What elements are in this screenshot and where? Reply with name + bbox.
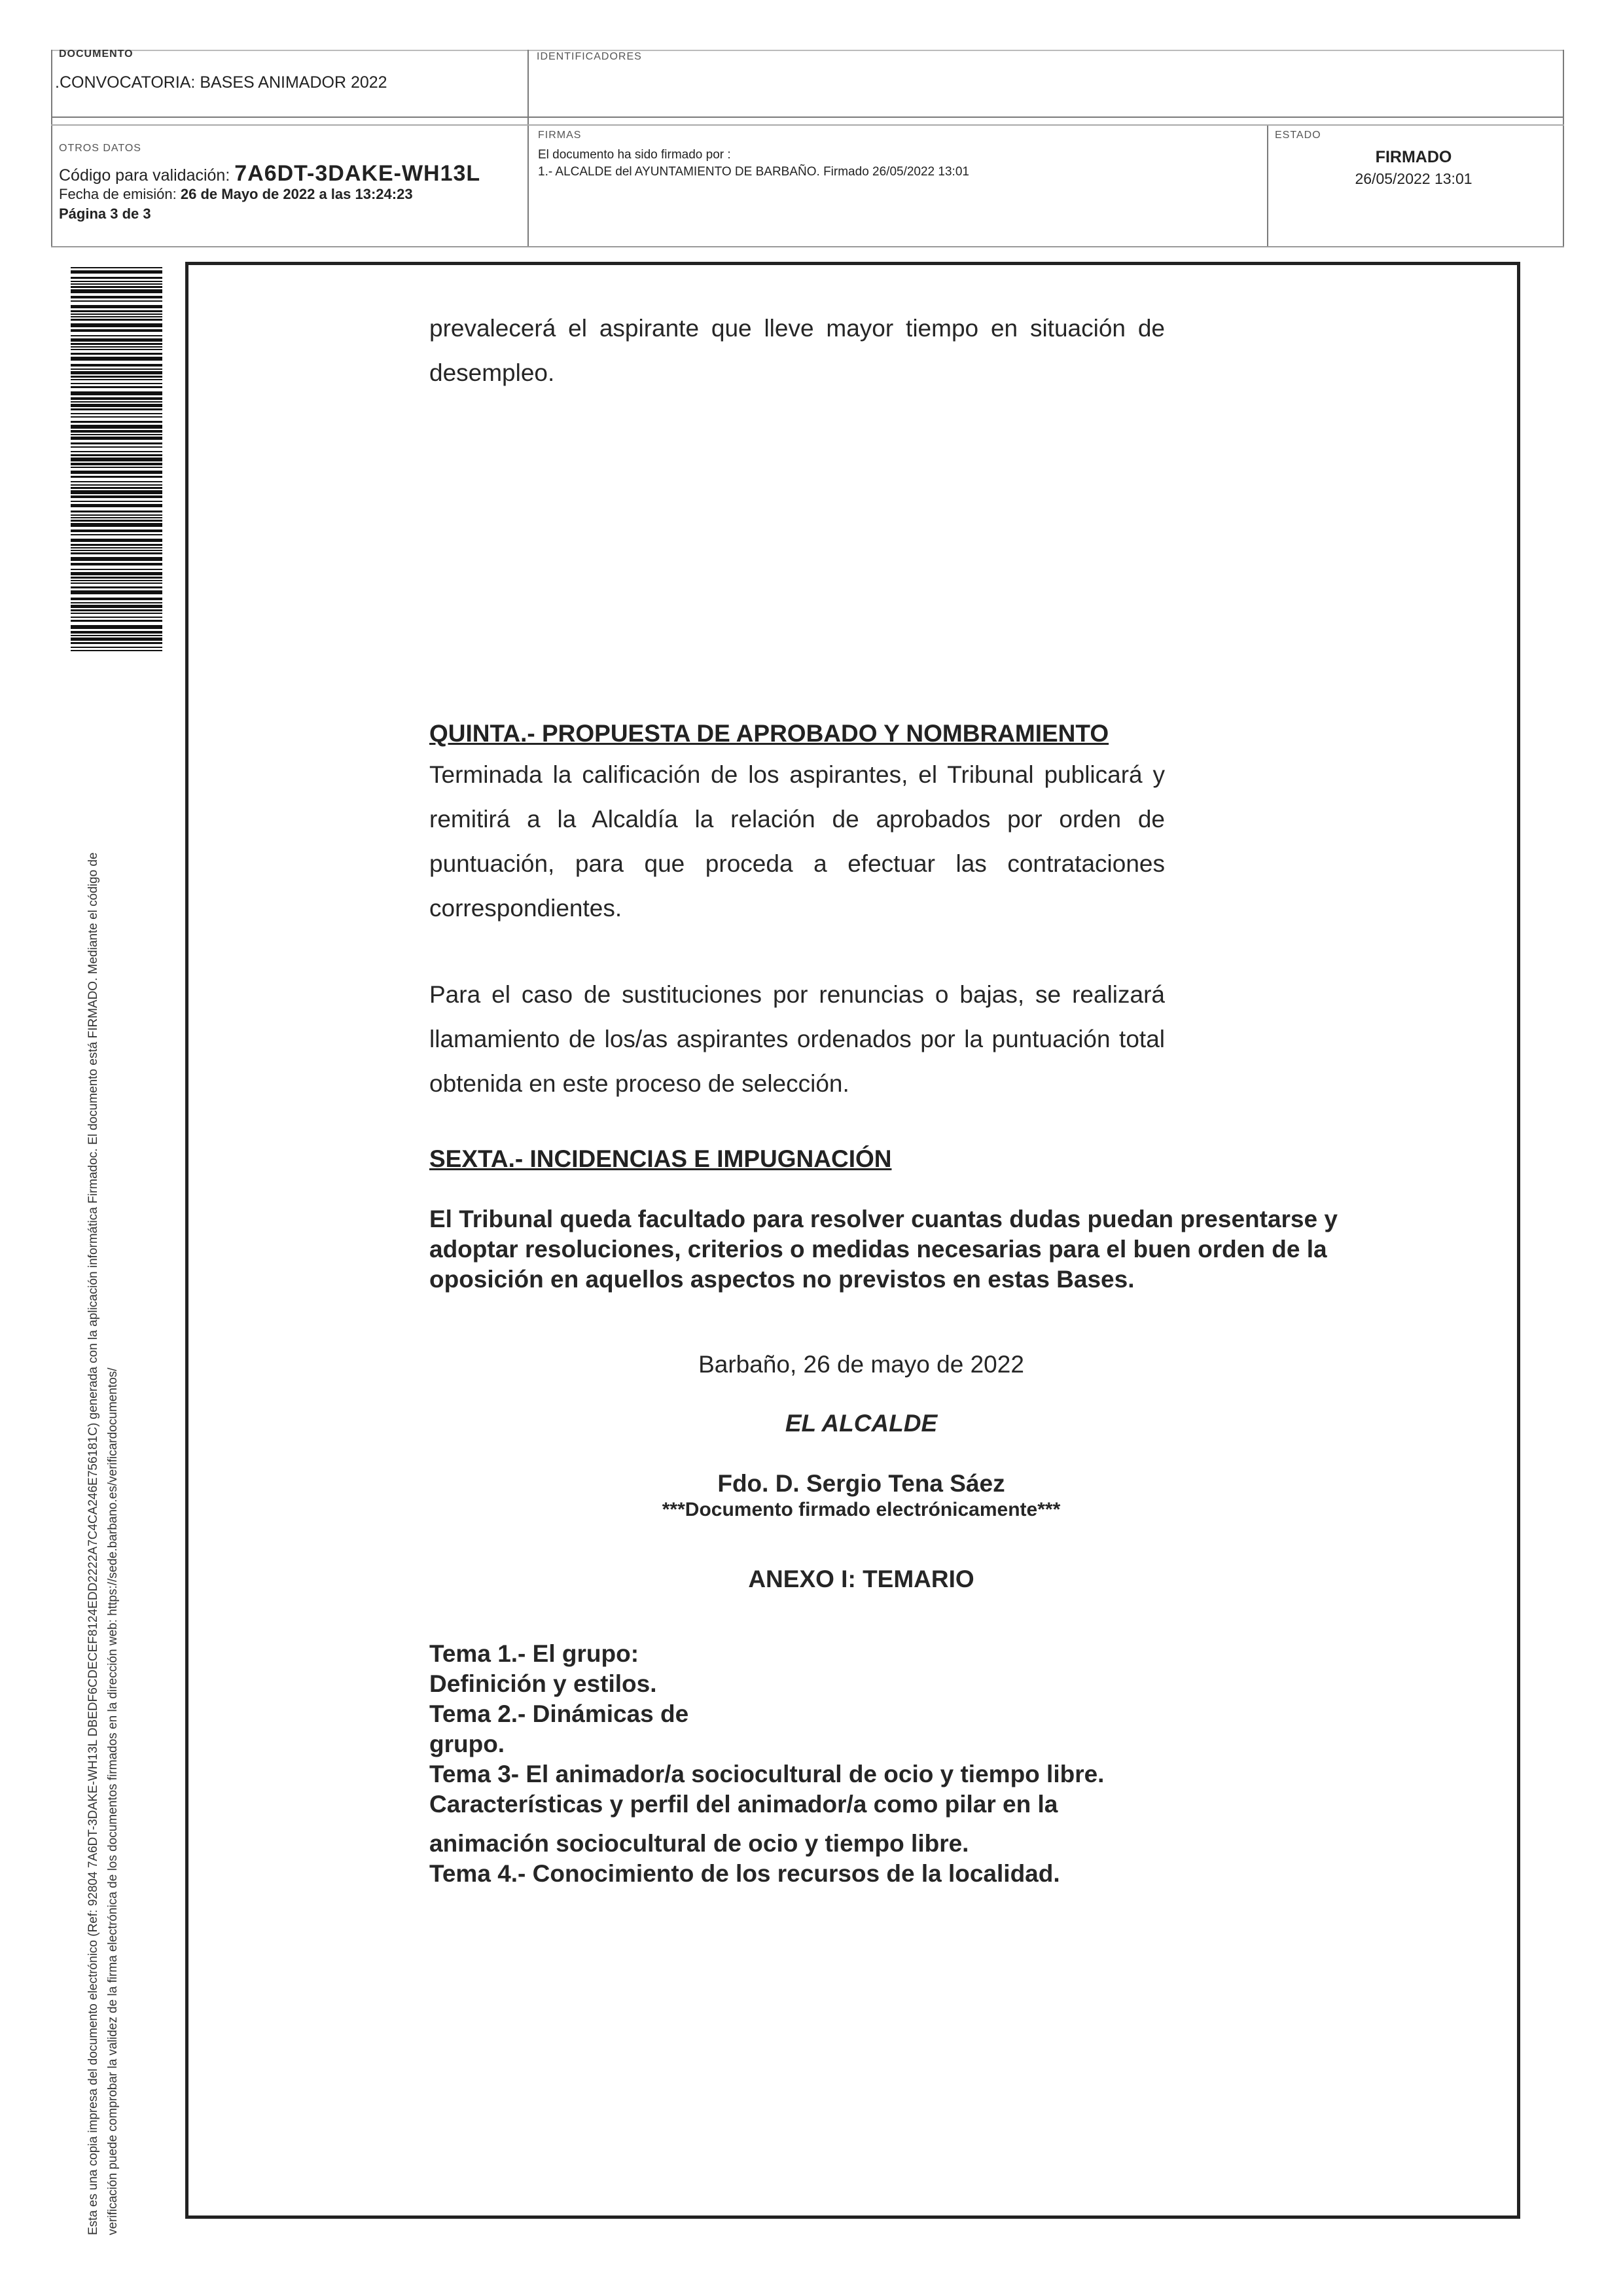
estado-label: ESTADO [1275,130,1321,141]
identificadores-label: IDENTIFICADORES [537,51,642,62]
verification-side-text [84,717,123,2235]
intro-paragraph: prevalecerá el aspirante que lleve mayor tiempo en situación de desempleo. [429,315,1165,386]
quinta-paragraph-2: Para el caso de sustituciones por renuncias o bajas, se realizará llamamiento de los/as aspirantes ordenados por la puntuación total obtenida en este proceso de selección. [429,981,1165,1097]
tema-line-1: Tema 1.- El grupo: [429,1640,639,1667]
quinta-paragraph-1: Terminada la calificación de los aspirantes, el Tribunal publicará y remitirá a la Alcaldía la relación de aprobados por orden de puntuación, para que proceda a efectuar las contrataciones correspondientes. [429,761,1165,922]
alcalde-title: EL ALCALDE [785,1410,938,1437]
tema-line-2: Definición y estilos. [429,1670,657,1697]
tema-line-3: Tema 2.- Dinámicas de [429,1700,689,1727]
anexo-title: ANEXO I: TEMARIO [748,1566,974,1592]
side-text-line-2: verificación puede comprobar la validez de la firma electrónica de los documentos firmados en la dirección web: https://sede.barbano.es/verificardocumentos/ [106,1367,120,2235]
header-bottom-line [51,246,1564,247]
tema-line-6: Características y perfil del animador/a como pilar en la [429,1791,1058,1818]
firmas-line-2: 1.- ALCALDE del AYUNTAMIENTO DE BARBAÑO. Firmado 26/05/2022 13:01 [538,165,969,179]
signature-note: ***Documento firmado electrónicamente*** [662,1499,1061,1520]
firmas-label: FIRMAS [538,130,582,141]
header-left-edge [51,50,52,246]
tema-line-4: grupo. [429,1731,505,1757]
firmas-line-1: El documento ha sido firmado por : [538,148,731,162]
side-text-line-1: Esta es una copia impresa del documento electrónico (Ref: 92804 7A6DT-3DAKE-WH13L DBEDF6CDECEF8124EDD2222A7C4CA246E756181C) generada con la aplicación informática Firmadoc. El documento está FIRMADO. Mediante el código de [86,852,100,2235]
tema-line-8: Tema 4.- Conocimiento de los recursos de la localidad. [429,1860,1060,1887]
otros-datos-label: OTROS DATOS [59,143,141,154]
tema-line-7: animación sociocultural de ocio y tiempo libre. [429,1830,969,1857]
pagina-number: Página 3 de 3 [59,206,151,222]
codigo-validacion [59,161,480,187]
header-divider-1 [527,50,529,246]
documento-title: .CONVOCATORIA: BASES ANIMADOR 2022 [55,73,387,92]
header-divider-2 [1267,124,1268,246]
estado-value: FIRMADO [1375,148,1452,166]
tema-line-5: Tema 3- El animador/a sociocultural de ocio y tiempo libre. [429,1761,1105,1787]
fecha-value: 26 de Mayo de 2022 a las 13:24:23 [180,186,413,202]
sexta-heading: SEXTA.- INCIDENCIAS E IMPUGNACIÓN [429,1145,892,1172]
fecha-emision [59,186,413,203]
header-border-top [51,50,1564,51]
codigo-value: 7A6DT-3DAKE-WH13L [234,161,481,186]
documento-label: DOCUMENTO [59,48,134,60]
codigo-label: Código para validación: [59,166,230,185]
place-date: Barbaño, 26 de mayo de 2022 [698,1351,1024,1378]
sexta-paragraph: El Tribunal queda facultado para resolver cuantas dudas puedan presentarse y adoptar resoluciones, criterios o medidas necesarias para el buen orden de la oposición en aquellos aspectos no previstos en estas Bases. [429,1206,1338,1293]
header-right-edge [1563,50,1564,246]
signature-name: Fdo. D. Sergio Tena Sáez [717,1470,1005,1497]
barcode-image [71,267,162,653]
estado-date: 26/05/2022 13:01 [1355,170,1472,187]
header-middle-line-2 [51,124,1564,126]
fecha-label: Fecha de emisión: [59,186,177,202]
header-middle-line [51,117,1564,118]
quinta-heading: QUINTA.- PROPUESTA DE APROBADO Y NOMBRAMIENTO [429,720,1109,747]
